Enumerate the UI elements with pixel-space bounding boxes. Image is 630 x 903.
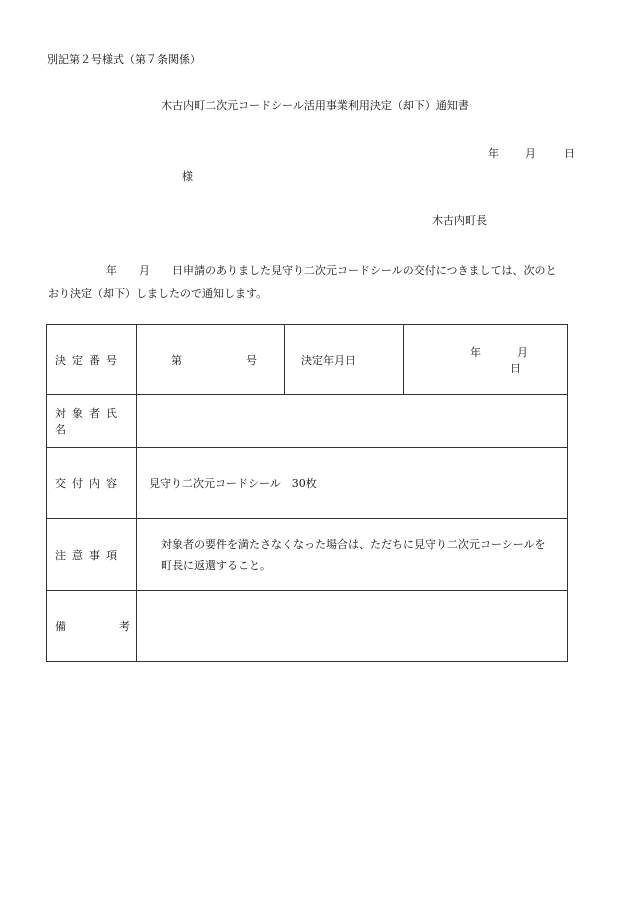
decision-date-year: 年 bbox=[470, 345, 481, 359]
remarks-value bbox=[137, 591, 568, 662]
document-title: 木古内町二次元コードシール活用事業利用決定（却下）通知書 bbox=[161, 99, 469, 112]
remarks-label-left: 備 bbox=[55, 620, 66, 633]
issuer-name: 木古内町長 bbox=[432, 214, 487, 227]
decision-number-value bbox=[137, 325, 285, 395]
issue-date-year: 年 bbox=[488, 147, 499, 160]
table-row-delivery bbox=[47, 448, 568, 519]
decision-date-month: 月 bbox=[517, 345, 528, 359]
addressee-suffix: 様 bbox=[182, 170, 193, 183]
decision-number-label-cell bbox=[47, 325, 137, 395]
table-row-notes bbox=[47, 519, 568, 591]
subject-name-label: 対象者氏名 bbox=[55, 407, 123, 436]
remarks-label-right: 考 bbox=[119, 620, 130, 633]
delivery-label: 交付内容 bbox=[55, 477, 123, 490]
subject-name-label-cell bbox=[47, 395, 137, 448]
decision-date-day: 日 bbox=[510, 361, 521, 375]
remarks-label-cell bbox=[47, 591, 137, 662]
notes-value-cell bbox=[137, 519, 568, 591]
issue-date-month: 月 bbox=[525, 147, 536, 160]
notes-value: 対象者の要件を満たさなくなった場合は、ただちに見守り二次元コーシールを町長に返還すること。 bbox=[161, 537, 546, 572]
decision-date-value bbox=[404, 325, 568, 395]
issue-date-day: 日 bbox=[564, 147, 575, 160]
table-row-subject-name bbox=[47, 395, 568, 448]
notice-body-line-2: おり決定（却下）しましたので通知します。 bbox=[48, 287, 268, 300]
table-row-decision-number bbox=[47, 325, 568, 395]
notes-label: 注意事項 bbox=[55, 548, 123, 562]
notes-label-cell bbox=[47, 519, 137, 591]
notice-body-line-1: 年 月 日申請のありました見守り二次元コードシールの交付につきましては、次のと bbox=[106, 264, 557, 277]
decision-number-label: 決定番号 bbox=[55, 353, 123, 367]
decision-number-suffix: 号 bbox=[246, 353, 257, 367]
table-row-remarks bbox=[47, 591, 568, 662]
issue-date bbox=[488, 145, 575, 161]
delivery-label-cell bbox=[47, 448, 137, 519]
decision-date-label-cell bbox=[285, 325, 404, 395]
decision-number-prefix: 第 bbox=[171, 353, 182, 367]
delivery-value: 見守り二次元コードシール 30枚 bbox=[137, 448, 568, 519]
notice-body bbox=[48, 259, 568, 305]
remarks-label bbox=[55, 618, 136, 634]
decision-date-label: 決定年月日 bbox=[301, 353, 356, 367]
subject-name-value bbox=[137, 395, 568, 448]
decision-table bbox=[46, 324, 568, 662]
form-number-label: 別記第２号様式（第７条関係） bbox=[47, 53, 201, 66]
